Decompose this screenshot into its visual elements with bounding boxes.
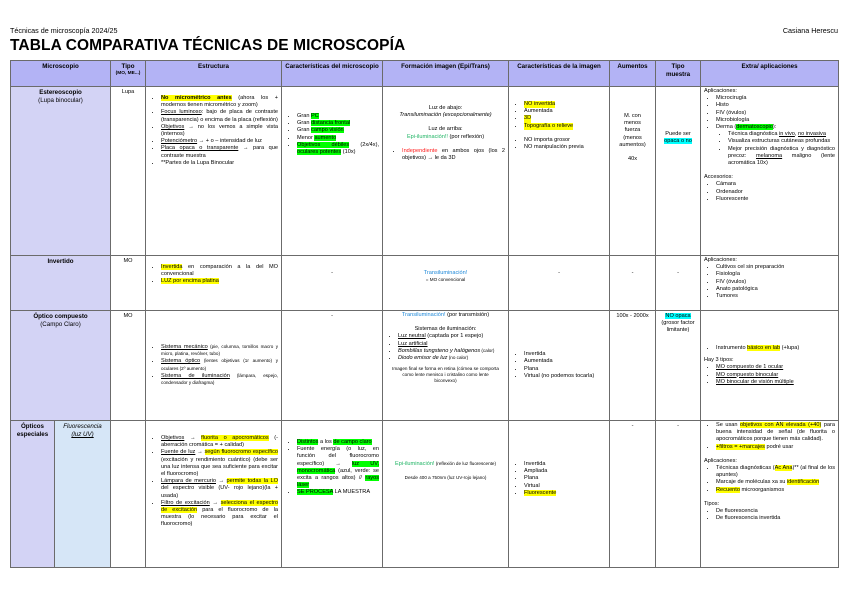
list-item: • Aumentada <box>524 358 606 365</box>
highlight-text: distancia frontal <box>311 120 351 127</box>
list-item <box>716 487 835 494</box>
list-item <box>716 345 835 352</box>
text: (+lupa) <box>780 344 800 351</box>
text: , <box>794 131 798 138</box>
list-item: • Invertida <box>524 461 606 468</box>
text: Instrumento <box>716 344 748 351</box>
list-item: • Anato patológica <box>716 286 835 293</box>
microscope-name: Fluorescencia <box>63 423 102 430</box>
col-header-tipo-muestra: Tipo muestra <box>656 61 701 87</box>
list-item <box>297 142 379 156</box>
list-item: • Cámara <box>716 181 835 188</box>
text: (por reflexión) <box>448 133 485 140</box>
list-item: • NO importa grosor <box>524 137 606 144</box>
text: **Partes de la Lupa Binocular <box>161 159 235 166</box>
microscope-subname: (Lupa binocular) <box>38 97 83 104</box>
col-header-tipo-sub: (MO, ME...) <box>115 71 141 76</box>
green-text: Epi-iluminación!! <box>406 133 448 140</box>
text: Gran <box>297 120 312 127</box>
list-item: • Histo <box>716 102 835 109</box>
list-item <box>398 333 505 340</box>
luz-abajo-text: Transiluminación (excepcionalmente) <box>399 112 492 119</box>
text: a los <box>318 439 334 445</box>
underline-text: Objetivos <box>161 435 185 441</box>
microscope-name-cell <box>55 421 111 568</box>
aumentos-cell: - <box>610 421 656 568</box>
extra-cell <box>701 421 839 568</box>
extra-cell <box>701 311 839 421</box>
list-item <box>161 160 278 167</box>
caract-imagen-cell <box>509 311 610 421</box>
col-header-tipo <box>111 61 146 87</box>
text: Fuente energía (o luz, en función del fluorocromo específico) → <box>297 446 380 467</box>
blue-text: Transiluminación! <box>401 312 446 318</box>
text: Se usan <box>716 422 740 428</box>
highlight-text: Invertida <box>161 264 183 270</box>
list-item <box>161 109 278 123</box>
list-item: • Fluorescente <box>716 196 835 203</box>
list-item: • Tumores <box>716 293 835 300</box>
text: Derma ( <box>716 124 737 131</box>
underline-text: Sistema de iluminación <box>161 372 230 379</box>
list-item <box>297 127 379 134</box>
col-header-extra: Extra/ aplicaciones <box>701 61 839 87</box>
list-item: • MO compuesto de 1 ocular <box>716 364 835 371</box>
col-header-caract-imagen: Características de la imagen <box>509 61 610 87</box>
list-item <box>402 148 505 162</box>
list-item <box>716 124 835 167</box>
list-item <box>297 446 379 489</box>
estructura-cell <box>146 256 282 311</box>
highlight-text: aumento <box>314 134 337 141</box>
highlight-text: LUZ por encima platina <box>161 278 219 285</box>
list-item <box>716 422 835 444</box>
list-item: • Plana <box>524 475 606 482</box>
text: → + o – intensidad de luz <box>197 138 262 145</box>
highlight-text: Recuento <box>716 486 740 493</box>
list-item: • Plana <box>524 366 606 373</box>
text: para el fluorocromo de la muestra (lo necesario para excitar el fluorocromo) <box>161 507 279 528</box>
text: → <box>184 435 202 441</box>
tipo-muestra-cell <box>656 87 701 256</box>
author-label: Casiana Herescu <box>782 26 838 35</box>
table-row-estereoscopio <box>11 87 839 256</box>
list-item <box>297 113 379 120</box>
list-item <box>161 449 278 478</box>
list-item <box>297 120 379 127</box>
tipo-cell: MO <box>111 311 146 421</box>
list-item: • Microcirugía <box>716 95 835 102</box>
underline-text: Potenciómetro <box>161 138 198 145</box>
list-item: • Microbiología <box>716 117 835 124</box>
underline-text: Luz artificial <box>398 340 428 347</box>
green-text: Epi-iluminación! <box>395 461 435 467</box>
text: (- aberración cromática = + calidad) <box>161 435 279 449</box>
highlight-text: objetivos con AN elevada (+40) <box>739 422 822 428</box>
list-item <box>161 95 278 109</box>
highlight-text: campo visión <box>311 127 344 134</box>
highlight-text: +filtros = +marcajes <box>716 443 765 450</box>
luz-arriba-label: Luz de arriba: <box>428 126 463 133</box>
list-item <box>161 358 278 372</box>
tipo-muestra-cell: - <box>656 256 701 311</box>
tipo-cell: MO <box>111 256 146 311</box>
microscope-name: Invertido <box>47 258 74 265</box>
tipo-muestra-cell: - <box>656 421 701 568</box>
highlight-text: PC <box>311 113 319 119</box>
list-item <box>161 478 278 500</box>
text: (calor) <box>480 347 495 353</box>
list-item: • NO invertida <box>524 101 555 108</box>
text: (captada por 1 espejo) <box>425 333 484 340</box>
formacion-cell <box>383 421 509 568</box>
underline-text: melanoma <box>756 152 783 159</box>
text: Técnicas diagnósticas ( <box>716 465 775 472</box>
highlight-text: de campo claro <box>333 439 372 445</box>
list-item <box>728 131 835 138</box>
list-item <box>161 278 278 285</box>
text: Gran <box>297 113 312 119</box>
col-header-tipo-label: Tipo <box>121 63 135 70</box>
caract-micro-cell: - <box>282 311 383 421</box>
course-label: Técnicas de microscopía 2024/25 <box>10 26 118 35</box>
caract-imagen-cell: - <box>509 256 610 311</box>
list-item <box>161 435 278 449</box>
text: Mejor precisión diagnóstica y diagnóstico precoz: <box>728 145 836 159</box>
list-item <box>297 135 379 142</box>
list-item <box>161 138 278 145</box>
text: en comparación a la del MO convencional <box>161 264 279 278</box>
list-item: • Virtual (no podemos tocarla) <box>524 373 606 380</box>
page-title: TABLA COMPARATIVA TÉCNICAS DE MICROSCOPÍA <box>10 37 406 54</box>
italic-text: Diodo emisor de luz <box>398 355 448 362</box>
microscope-subname: (Campo Claro) <box>40 321 81 328</box>
formacion-cell <box>383 87 509 256</box>
text: (excitación y rendimiento cuántico) (debe ser una luz intensa que sea suficiente para excitar el fluorocromo) <box>161 456 279 478</box>
extra-cell <box>701 87 839 256</box>
page-header <box>10 26 838 35</box>
formacion-cell <box>383 256 509 311</box>
list-item: • Fisiología <box>716 271 835 278</box>
text: (por transmisión) <box>445 312 490 318</box>
underline-text: Objetivos <box>161 123 185 130</box>
aumentos-value: 40x <box>628 156 638 163</box>
list-item <box>716 479 835 486</box>
text: (ahora los + modernos tienen micrométrico y zoom) <box>161 95 279 109</box>
microscope-name: Estereoscopio <box>39 89 82 96</box>
tipo-muestra-cell <box>656 311 701 421</box>
list-item <box>161 373 278 387</box>
highlight-text: Objetivos débiles <box>297 141 350 148</box>
list-item <box>297 439 379 446</box>
text: podré usar <box>764 443 794 450</box>
luz-arriba-text <box>386 134 505 141</box>
text: (reflexión de luz fluorescente) <box>434 461 497 466</box>
highlight-text: selecciona el espectro de excitación <box>161 499 279 514</box>
section-label: Sistemas de iluminación: <box>414 326 477 333</box>
list-item: • Invertida <box>524 351 606 358</box>
text: → <box>195 449 205 456</box>
highlight-text: identificación <box>786 479 820 486</box>
underline-text: Placa opaca o transparente <box>161 145 239 152</box>
text: → <box>215 478 227 485</box>
text: (lámpara, espejo, condensador y diafragma) <box>161 372 279 385</box>
highlight-text: NO opaca <box>665 313 691 319</box>
text: Marcaje de moléculas xa su <box>716 479 787 486</box>
section-label: Tipos: <box>704 500 720 507</box>
caract-imagen-cell <box>509 87 610 256</box>
formacion-sub: = MO convencional <box>425 277 466 283</box>
formacion-note: Imagen final se forma en retina (córnea se comporta como lente menisco i cristalino como lente biconvexo) <box>392 366 499 384</box>
text: (2x/4x), <box>349 141 379 148</box>
text: maligno (lente acromática 10x) <box>728 152 836 167</box>
highlight-text: Distintos <box>297 439 319 445</box>
list-item <box>398 355 505 362</box>
text: (lentes objetivas (1r aumento) y oculares (2º aumento) <box>161 358 279 371</box>
underline-text: Sistema mecánico <box>161 343 208 350</box>
underline-text: no invasiva <box>797 131 826 138</box>
list-item: • NO manipulación previa <box>524 144 606 151</box>
underline-text: in vivo <box>779 131 795 138</box>
section-label: Aplicaciones: <box>704 457 737 464</box>
highlight-text: SE PROCESA <box>297 489 334 496</box>
underline-text: Filtro de excitación <box>161 499 210 506</box>
list-item: • Aumentada <box>524 108 606 115</box>
formacion-cell <box>383 311 509 421</box>
underline-text: Lámpara de mercurio <box>161 478 216 485</box>
list-item <box>716 444 835 451</box>
list-item <box>716 465 835 479</box>
text: (azul, verde: se excita a rangos altos) // <box>297 467 380 482</box>
highlight-text: según fluorocromo específico <box>204 449 279 456</box>
text: → para que contraste muestra <box>161 145 279 159</box>
aumentos-cell: 100x - 2000x <box>610 311 656 421</box>
text: → <box>209 499 221 506</box>
estructura-cell <box>146 311 282 421</box>
tipo-cell <box>111 421 146 568</box>
highlight-text: Fluorescente <box>524 489 557 496</box>
section-label: Aplicaciones: <box>704 257 737 263</box>
list-item: • De fluorescencia <box>716 508 835 515</box>
list-item <box>398 341 505 348</box>
highlight-text: opaca o no <box>664 138 692 145</box>
luz-abajo-label: Luz de abajo: <box>428 105 463 111</box>
text: microorganismos <box>739 486 785 493</box>
table-row-invertido <box>11 256 839 311</box>
text: ): <box>772 124 777 131</box>
highlight-text: luz UV, monocromática <box>297 460 380 474</box>
list-item: • Cultivos cel sin preparación <box>716 264 835 271</box>
section-label: Accesorios: <box>704 174 733 181</box>
red-text: Independiente <box>402 147 438 154</box>
highlight-text: dermatoscopio <box>736 124 773 131</box>
italic-text: Bombillas tungsteno y halógenos <box>398 347 481 354</box>
caract-imagen-cell <box>509 421 610 568</box>
highlight-text: No micrométrico antes <box>161 95 232 101</box>
text: Técnica diagnóstica <box>728 131 780 138</box>
list-item: • MO binocular de visión múltiple <box>716 379 835 386</box>
list-item <box>524 490 606 497</box>
formacion-range: Desde 400 a 750nm (luz UV-rojo lejano) <box>404 475 487 481</box>
list-item: • 3D <box>524 115 531 122</box>
list-item <box>161 264 278 278</box>
list-item: • Virtual <box>524 483 606 490</box>
extra-cell <box>701 256 839 311</box>
underline-text: Fuente de luz <box>161 449 196 456</box>
estructura-cell <box>146 421 282 568</box>
caract-micro-cell <box>282 421 383 568</box>
microscope-group-cell: Ópticos especiales <box>11 421 55 568</box>
list-item <box>161 344 278 358</box>
col-header-caract-micro: Características del microscopio <box>282 61 383 87</box>
text: LA MUESTRA <box>333 489 371 496</box>
highlight-text: Ac Ana <box>774 465 793 472</box>
highlight-text: permite todas la LO <box>226 478 279 485</box>
text: (no calor) <box>447 355 469 361</box>
text: Gran <box>297 127 312 134</box>
caract-micro-cell <box>282 87 383 256</box>
tipo-muestra-text: (grosor factor limitante) <box>661 320 695 334</box>
list-item <box>398 348 505 355</box>
list-item <box>297 489 379 496</box>
blue-text: Transiluminación! <box>423 270 468 276</box>
highlight-text: rayos láser <box>297 475 380 489</box>
text: )** (al final de los apuntes) <box>716 465 836 479</box>
microscope-name-cell <box>11 311 111 421</box>
section-label: Hay 3 tipos: <box>704 357 734 364</box>
table-row-fluorescencia <box>11 421 839 568</box>
text: → no los vemos a simple vista (internos) <box>161 123 279 138</box>
list-item: • MO compuesto binocular <box>716 372 835 379</box>
list-item: • FIV (óvulos) <box>716 279 835 286</box>
header-row <box>11 61 839 87</box>
aumentos-cell: - <box>610 256 656 311</box>
list-item: • Ampliada <box>524 468 606 475</box>
underline-text: Focus luminoso <box>161 109 202 116</box>
microscope-subname: (luz UV) <box>71 431 94 438</box>
col-header-microscopio: Microscopio <box>11 61 111 87</box>
highlight-text: oculares potentes <box>297 149 342 156</box>
list-item <box>161 124 278 138</box>
col-header-estructura: Estructura <box>146 61 282 87</box>
text: en ambos ojos (los 2 objetivos) → le da 3D <box>402 147 506 162</box>
aumentos-cell <box>610 87 656 256</box>
text: del espectro visible (UV- rojo lejano)(la + usada) <box>161 485 279 499</box>
text: (pie, columna, tornillos macro y micro, platina, revólver, tubo) <box>161 343 279 357</box>
table-row-optico-compuesto <box>11 311 839 421</box>
list-item <box>161 500 278 529</box>
list-item: • Ordenador <box>716 189 835 196</box>
caract-micro-cell: - <box>282 256 383 311</box>
tipo-cell: Lupa <box>111 87 146 256</box>
formacion-title <box>386 312 505 319</box>
microscope-name-cell <box>11 87 111 256</box>
text: Menor <box>297 134 315 141</box>
underline-text: Sistema óptico <box>161 358 201 365</box>
list-item: • De fluorescencia invertida <box>716 515 835 522</box>
list-item <box>161 145 278 159</box>
list-item: • Topografía o relieve <box>524 123 573 130</box>
text: para buena intensidad de señal (de fluorita o apocromáticos porque tienen más calidad). <box>716 422 836 443</box>
col-header-formacion: Formación imagen (Epi/Trans) <box>383 61 509 87</box>
highlight-text: básico en lab <box>747 344 781 351</box>
microscope-name-cell <box>11 256 111 311</box>
list-item: • Visualiza estructuras cutáneas profundas <box>728 138 835 145</box>
col-header-aumentos: Aumentos <box>610 61 656 87</box>
highlight-text: fluorita o apocromáticos <box>201 435 269 441</box>
list-item: • FIV (óvulos) <box>716 110 835 117</box>
text: (10x) <box>341 149 356 156</box>
section-label: Aplicaciones: <box>704 88 737 94</box>
microscope-name: Óptico compuesto <box>33 313 88 320</box>
tipo-muestra-text: Puede ser <box>665 131 691 137</box>
comparison-table <box>10 60 839 568</box>
formacion-title <box>386 461 505 468</box>
text: : bajo de placa de contraste (transparencia) o encima de la placa (reflexión) <box>161 109 278 123</box>
aumentos-text: M. con menos fuerza (menos aumentos) <box>619 113 646 148</box>
underline-text: Luz neutral <box>398 333 426 340</box>
list-item <box>728 146 835 168</box>
estructura-cell <box>146 87 282 256</box>
